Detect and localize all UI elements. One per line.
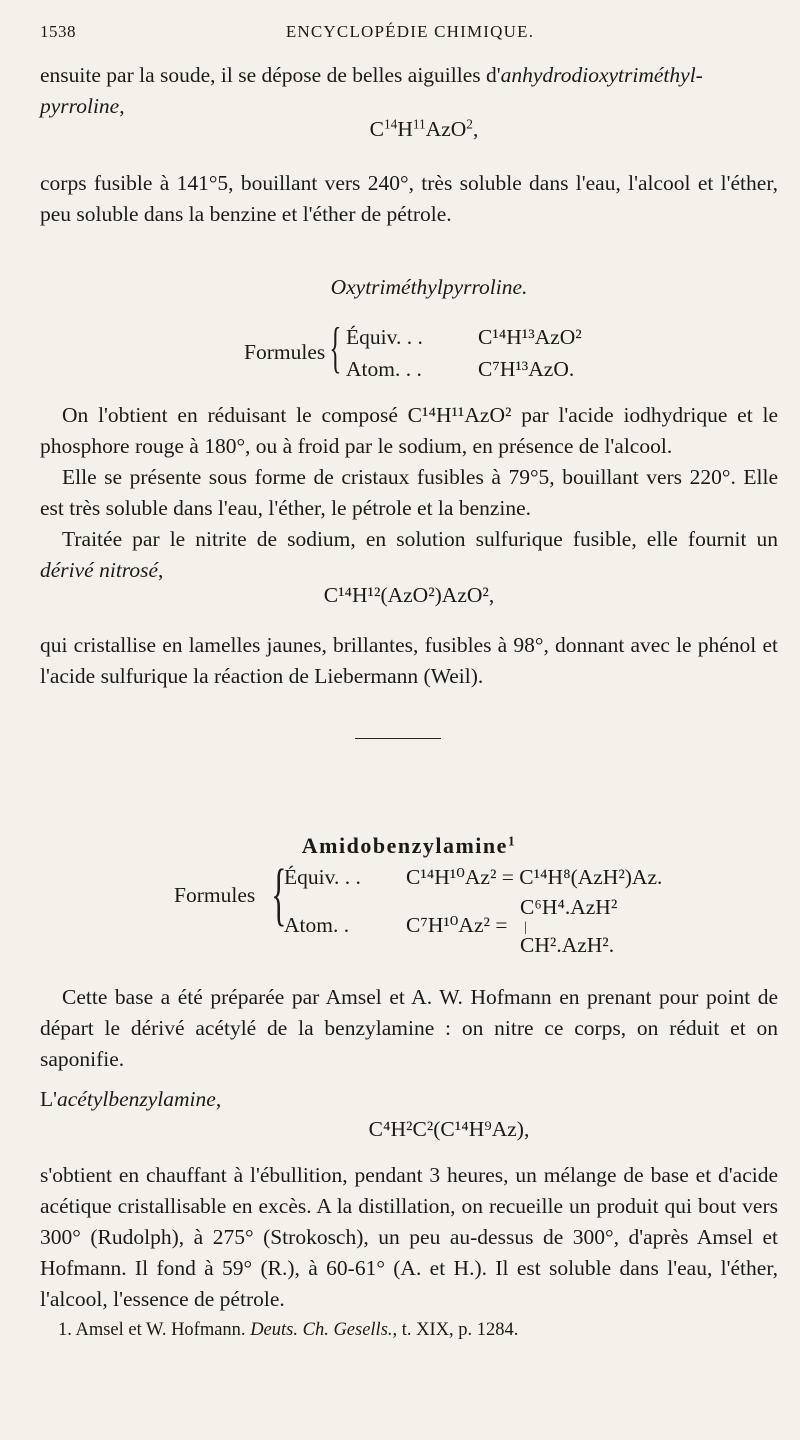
paragraph-intro [40, 60, 778, 122]
equiv-value: C¹⁴H¹³AzO² [478, 325, 582, 349]
struct-top: C⁶H⁴.AzH² [520, 895, 618, 919]
formula-part: C [369, 117, 384, 141]
equiv-value: C¹⁴H¹⁰Az² = C¹⁴H⁸(AzH²)Az. [406, 865, 663, 889]
footnote-journal: Deuts. Ch. Gesells. [250, 1320, 393, 1340]
paragraph-text: corps fusible à 141°5, bouillant vers 240°, très soluble dans l'eau, l'alcool et l'éther, peu soluble dans la benzine et l'éther de pétrole. [40, 171, 778, 226]
struct-bottom: CH².AzH². [520, 933, 615, 957]
formula-1 [40, 114, 778, 145]
compound-name-italic: anhydrodioxytriméthyl- [500, 63, 703, 87]
paragraph-nitrite [40, 524, 778, 586]
compound-name-italic-cont: pyrroline [40, 94, 120, 118]
paragraph-preparation [40, 400, 778, 462]
footnote-ref[interactable]: 1 [507, 833, 517, 849]
paragraph-text: L' [40, 1087, 58, 1111]
paragraph-text: Cette base a été préparée par Amsel et A. W. Hofmann en prenant pour point de départ le dérivé acétylé de la benzylamine : on nitre ce corps, on réduit et on saponifie. [40, 985, 778, 1071]
formulas-block-2 [40, 856, 778, 960]
atom-value: C⁷H¹³AzO. [478, 357, 575, 381]
formula-part: H [397, 117, 413, 141]
comma: , [158, 558, 164, 582]
section-divider [355, 738, 441, 739]
page-number: 1538 [40, 22, 76, 41]
derivative-name-italic: dérivé nitrosé [40, 558, 159, 582]
footnote-authors: Amsel et W. Hofmann. [75, 1320, 246, 1340]
equiv-label: Équiv. . . [284, 865, 361, 889]
paragraph-text: qui cristallise en lamelles jaunes, brillantes, fusibles à 98°, donnant avec le phénol et l'acide sulfurique la réaction de Liebermann (Weil). [40, 633, 778, 688]
formula-part: AzO [425, 117, 467, 141]
atom-value: C⁷H¹⁰Az² = [406, 913, 508, 937]
paragraph-properties-1 [40, 168, 778, 230]
formula-sup: 11 [412, 116, 426, 132]
section-title: Amidobenzylamine [301, 833, 508, 858]
footnote [58, 1320, 518, 1341]
formula-2 [40, 580, 778, 611]
struct-bond-icon: | [524, 920, 527, 935]
equiv-label: Équiv. . . [346, 325, 423, 349]
formula-text: C¹⁴H¹²(AzO²)AzO², [323, 583, 495, 607]
section-oxy [40, 272, 778, 303]
atom-label: Atom. . [284, 913, 350, 937]
atom-label: Atom. . . [346, 357, 422, 381]
section-title: Oxytriméthylpyrroline. [330, 275, 528, 299]
footnote-number: 1. [58, 1320, 72, 1340]
paragraph-text: Traitée par le nitrite de sodium, en solution sulfurique fusible, elle fournit un [62, 527, 778, 551]
brace-icon: { [329, 317, 342, 379]
paragraph-acetyl [40, 1084, 778, 1115]
comma: , [119, 94, 125, 118]
formulas-block-1 [40, 317, 778, 386]
intro-text: ensuite par la soude, il se dépose de belles aiguilles d' [40, 63, 501, 87]
formula-sup: 2 [466, 116, 473, 132]
paragraph-liebermann [40, 630, 778, 692]
paragraph-text: s'obtient en chauffant à l'ébullition, pendant 3 heures, un mélange de base et d'acide acétique cristallisable en excès. A la distillation, on recueille un produit qui bout vers 300° (Rudolph), à 275° (Strokosch), un peu au-dessus de 300°, d'après Amsel et Hofmann. Il fond à 59° (R.), à 60-61° (A. et H.). Il est soluble dans l'eau, l'éther, l'alcool, l'essence de pétrole. [40, 1163, 778, 1311]
paragraph-amsel [40, 982, 778, 1075]
brace-icon: { [271, 856, 287, 933]
page-header [40, 22, 780, 48]
footnote-reference: , t. XIX, p. 1284. [392, 1320, 519, 1340]
formula-3 [40, 1114, 778, 1145]
formula-text: C⁴H²C²(C¹⁴H⁹Az), [368, 1117, 530, 1141]
compound-name-italic: acétylbenzylamine [57, 1087, 216, 1111]
comma: , [215, 1087, 222, 1111]
paragraph-text: On l'obtient en réduisant le composé C¹⁴H¹¹AzO² par l'acide iodhydrique et le phosphore rouge à 180°, ou à froid par le sodium, en présence de l'alcool. [40, 403, 778, 458]
formula-part: , [472, 117, 479, 141]
formulas-label: Formules [174, 883, 256, 907]
paragraph-distillation [40, 1160, 778, 1315]
paragraph-properties-2 [40, 462, 778, 524]
paragraph-text: Elle se présente sous forme de cristaux fusibles à 79°5, bouillant vers 220°. Elle est très soluble dans l'eau, l'éther, le pétrole et la benzine. [40, 465, 778, 520]
running-title: ENCYCLOPÉDIE CHIMIQUE. [285, 22, 535, 41]
formulas-label: Formules [244, 340, 326, 364]
formula-sup: 14 [383, 116, 398, 132]
